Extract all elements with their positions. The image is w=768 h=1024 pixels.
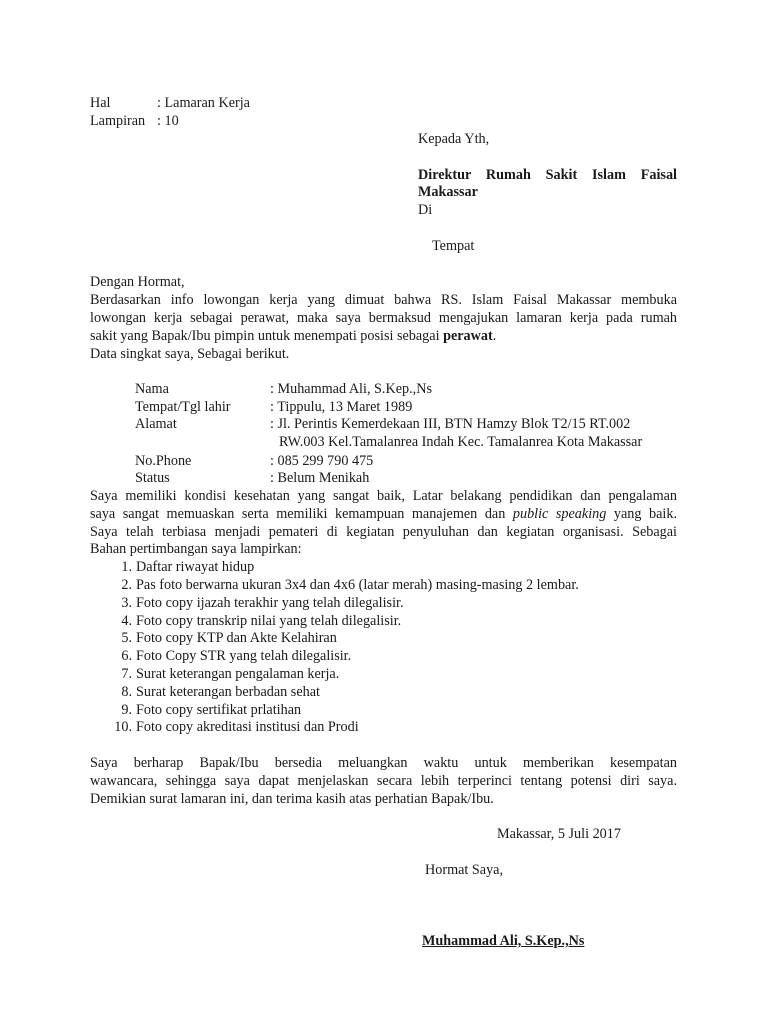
list-item: Foto copy ijazah terakhir yang telah dilegalisir. (136, 595, 404, 611)
list-item-number: 2. (121, 577, 132, 593)
regards: Hormat Saya, (425, 862, 504, 878)
alamat-label: Alamat (135, 416, 177, 432)
hal-label: Hal (90, 95, 111, 111)
phone-value: : 085 299 790 475 (270, 453, 374, 469)
data-intro: Data singkat saya, Sebagai berikut. (90, 346, 290, 362)
nama-value: : Muhammad Ali, S.Kep.,Ns (270, 381, 432, 397)
paragraph1-line1: Berdasarkan info lowongan kerja yang dimuat bahwa RS. Islam Faisal Makassar membuka (90, 292, 677, 308)
recipient-di: Di (418, 202, 433, 218)
hal-value: : Lamaran Kerja (157, 95, 250, 111)
list-item-number: 1. (121, 559, 132, 575)
list-item: Foto copy KTP dan Akte Kelahiran (136, 630, 337, 646)
list-item-number: 3. (121, 595, 132, 611)
paragraph2-line2 (90, 505, 677, 523)
status-label: Status (135, 470, 170, 486)
salutation: Dengan Hormat, (90, 274, 185, 290)
paragraph2-line2-text: saya sangat memuaskan serta memiliki kemampuan manajemen dan (90, 506, 513, 522)
paragraph2-line3: Saya telah terbiasa menjadi pemateri di kegiatan penyuluhan dan kegiatan organisasi. Sebagai (90, 524, 677, 540)
paragraph1-line3-text: sakit yang Bapak/Ibu pimpin untuk menempati posisi sebagai (90, 328, 444, 344)
paragraph3-line3: Demikian surat lamaran ini, dan terima kasih atas perhatian Bapak/Ibu. (90, 791, 494, 807)
place-date: Makassar, 5 Juli 2017 (497, 826, 621, 842)
lampiran-value: : 10 (157, 113, 179, 129)
list-item-number: 9. (121, 702, 132, 718)
signature-name: Muhammad Ali, S.Kep.,Ns (422, 933, 585, 949)
list-item: Foto copy transkrip nilai yang telah dilegalisir. (136, 613, 402, 629)
list-item-number: 7. (121, 666, 132, 682)
lampiran-label: Lampiran (90, 113, 146, 129)
recipient-tempat: Tempat (432, 238, 475, 254)
paragraph2-line1: Saya memiliki kondisi kesehatan yang sangat baik, Latar belakang pendidikan dan pengalaman (90, 488, 677, 504)
list-item: Surat keterangan pengalaman kerja. (136, 666, 340, 682)
list-item-number: 10. (114, 719, 132, 735)
nama-label: Nama (135, 381, 169, 397)
paragraph2-line4: Bahan pertimbangan saya lampirkan: (90, 541, 302, 557)
recipient-line1: Direktur Rumah Sakit Islam Faisal (418, 167, 677, 183)
paragraph1-line3-end: . (492, 328, 497, 344)
position-highlight: perawat (443, 328, 493, 344)
paragraph3-line1: Saya berharap Bapak/Ibu bersedia meluangkan waktu untuk memberikan kesempatan (90, 755, 677, 771)
recipient-line2: Makassar (418, 184, 478, 200)
list-item-number: 5. (121, 630, 132, 646)
status-value: : Belum Menikah (270, 470, 370, 486)
paragraph1-line3 (90, 327, 496, 345)
list-item-number: 8. (121, 684, 132, 700)
list-item-number: 6. (121, 648, 132, 664)
list-item: Daftar riwayat hidup (136, 559, 255, 575)
ttl-label: Tempat/Tgl lahir (135, 399, 231, 415)
public-speaking-emphasis: public speaking (512, 506, 607, 522)
recipient-greeting: Kepada Yth, (418, 131, 490, 147)
list-item: Foto copy sertifikat prlatihan (136, 702, 302, 718)
alamat-value-line2: RW.003 Kel.Tamalanrea Indah Kec. Tamalanrea Kota Makassar (279, 434, 643, 450)
paragraph3-line2: wawancara, sehingga saya dapat menjelaskan secara lebih terperinci tentang potensi diri saya. (90, 773, 677, 789)
paragraph2-line2-end: yang baik. (606, 506, 677, 522)
phone-label: No.Phone (135, 453, 192, 469)
list-item: Surat keterangan berbadan sehat (136, 684, 320, 700)
list-item: Pas foto berwarna ukuran 3x4 dan 4x6 (latar merah) masing-masing 2 lembar. (136, 577, 579, 593)
paragraph1-line2: lowongan kerja sebagai perawat, maka saya bermaksud mengajukan lamaran kerja pada rumah (90, 310, 677, 326)
ttl-value: : Tippulu, 13 Maret 1989 (270, 399, 413, 415)
alamat-value-line1: : Jl. Perintis Kemerdekaan III, BTN Hamzy Blok T2/15 RT.002 (270, 416, 631, 432)
list-item: Foto Copy STR yang telah dilegalisir. (136, 648, 352, 664)
list-item: Foto copy akreditasi institusi dan Prodi (136, 719, 359, 735)
list-item-number: 4. (121, 613, 132, 629)
